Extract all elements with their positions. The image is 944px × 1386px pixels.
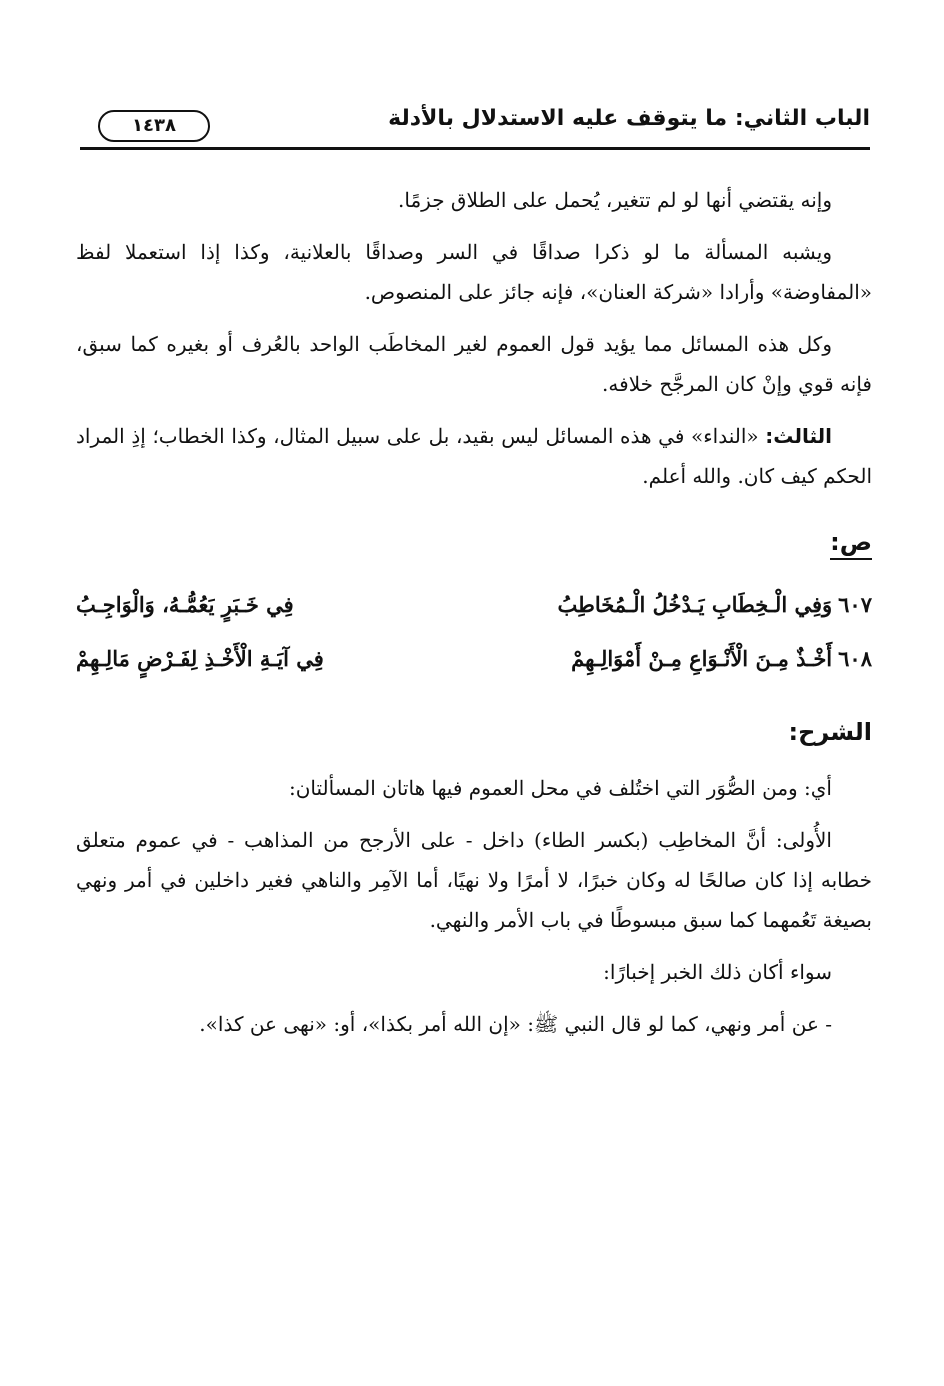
paragraph: - عن أمر ونهي، كما لو قال النبي ﷺ: «إن الله أمر بكذا»، أو: «نهى عن كذا». <box>199 1012 832 1036</box>
header-rule <box>80 147 870 150</box>
text-label-word: ص: <box>830 528 872 560</box>
paragraph: أي: ومن الصُّوَر التي اختُلف في محل العموم فيها هاتان المسألتان: <box>288 776 832 800</box>
commentary-label: الشرح: <box>788 718 872 746</box>
verse-line <box>76 578 872 632</box>
paragraph: وكل هذه المسائل مما يؤيد قول العموم لغير المخاطَب الواحد بالعُرف أو بغيره كما سبق، فإنه قوي وإنْ كان المرجَّح خلافه. <box>76 332 872 396</box>
verse-number: ٦٠٧ <box>838 592 872 617</box>
verse-first-hemistich <box>557 578 872 632</box>
verses-block <box>76 578 872 686</box>
text-label <box>76 522 872 562</box>
paragraph: الأُولى: أنَّ المخاطِب (بكسر الطاء) داخل - على الأرجح من المذاهب - في عموم متعلق خطابه إذا كان صالحًا له وكان خبرًا، لا أمرًا ولا نهيًا، أما الآمِر والناهي فغير داخلين في أمر ونهي بصيغة تَعُمهما كما سبق مبسوطًا في باب الأمر والنهي. <box>76 828 872 932</box>
verse-first-text: وَفِي الْـخِطَابِ يَـدْخُلُ الْـمُخَاطِبُ <box>557 592 833 617</box>
verse-line <box>76 632 872 686</box>
paragraph: ويشبه المسألة ما لو ذكرا صداقًا في السر وصداقًا بالعلانية، وكذا إذا استعملا لفظ «المفاوضة» وأرادا «شركة العنان»، فإنه جائز على المنصوص. <box>76 240 872 304</box>
page-body <box>76 180 872 1056</box>
verse-second-hemistich: فِي آيَـةِ الْأَخْـذِ لِفَـرْضٍ مَالِـهِمْ <box>76 646 324 671</box>
running-header <box>80 100 870 150</box>
verse-first-text: أَخْـذٌ مِـنَ الْأَنْـوَاعِ مِـنْ أَمْوَالِـهِمْ <box>571 646 833 671</box>
chapter-title: الباب الثاني: ما يتوقف عليه الاستدلال بالأدلة <box>388 106 870 131</box>
paragraph: سواء أكان ذلك الخبر إخبارًا: <box>603 960 832 984</box>
third-point-paragraph <box>76 416 872 496</box>
third-point-lead: الثالث: <box>765 424 832 448</box>
verse-second-hemistich: فِي خَـبَرٍ يَعُمُّـهُ، وَالْوَاجِـبُ <box>76 592 294 617</box>
verse-number: ٦٠٨ <box>838 646 872 671</box>
third-point-text: «النداء» في هذه المسائل ليس بقيد، بل على سبيل المثال، وكذا الخطاب؛ إذِ المراد الحكم كيف كان. والله أعلم. <box>76 424 872 488</box>
paragraph: وإنه يقتضي أنها لو لم تتغير، يُحمل على الطلاق جزمًا. <box>398 188 832 212</box>
page-number-badge: ١٤٣٨ <box>98 110 210 142</box>
verse-first-hemistich <box>571 632 872 686</box>
